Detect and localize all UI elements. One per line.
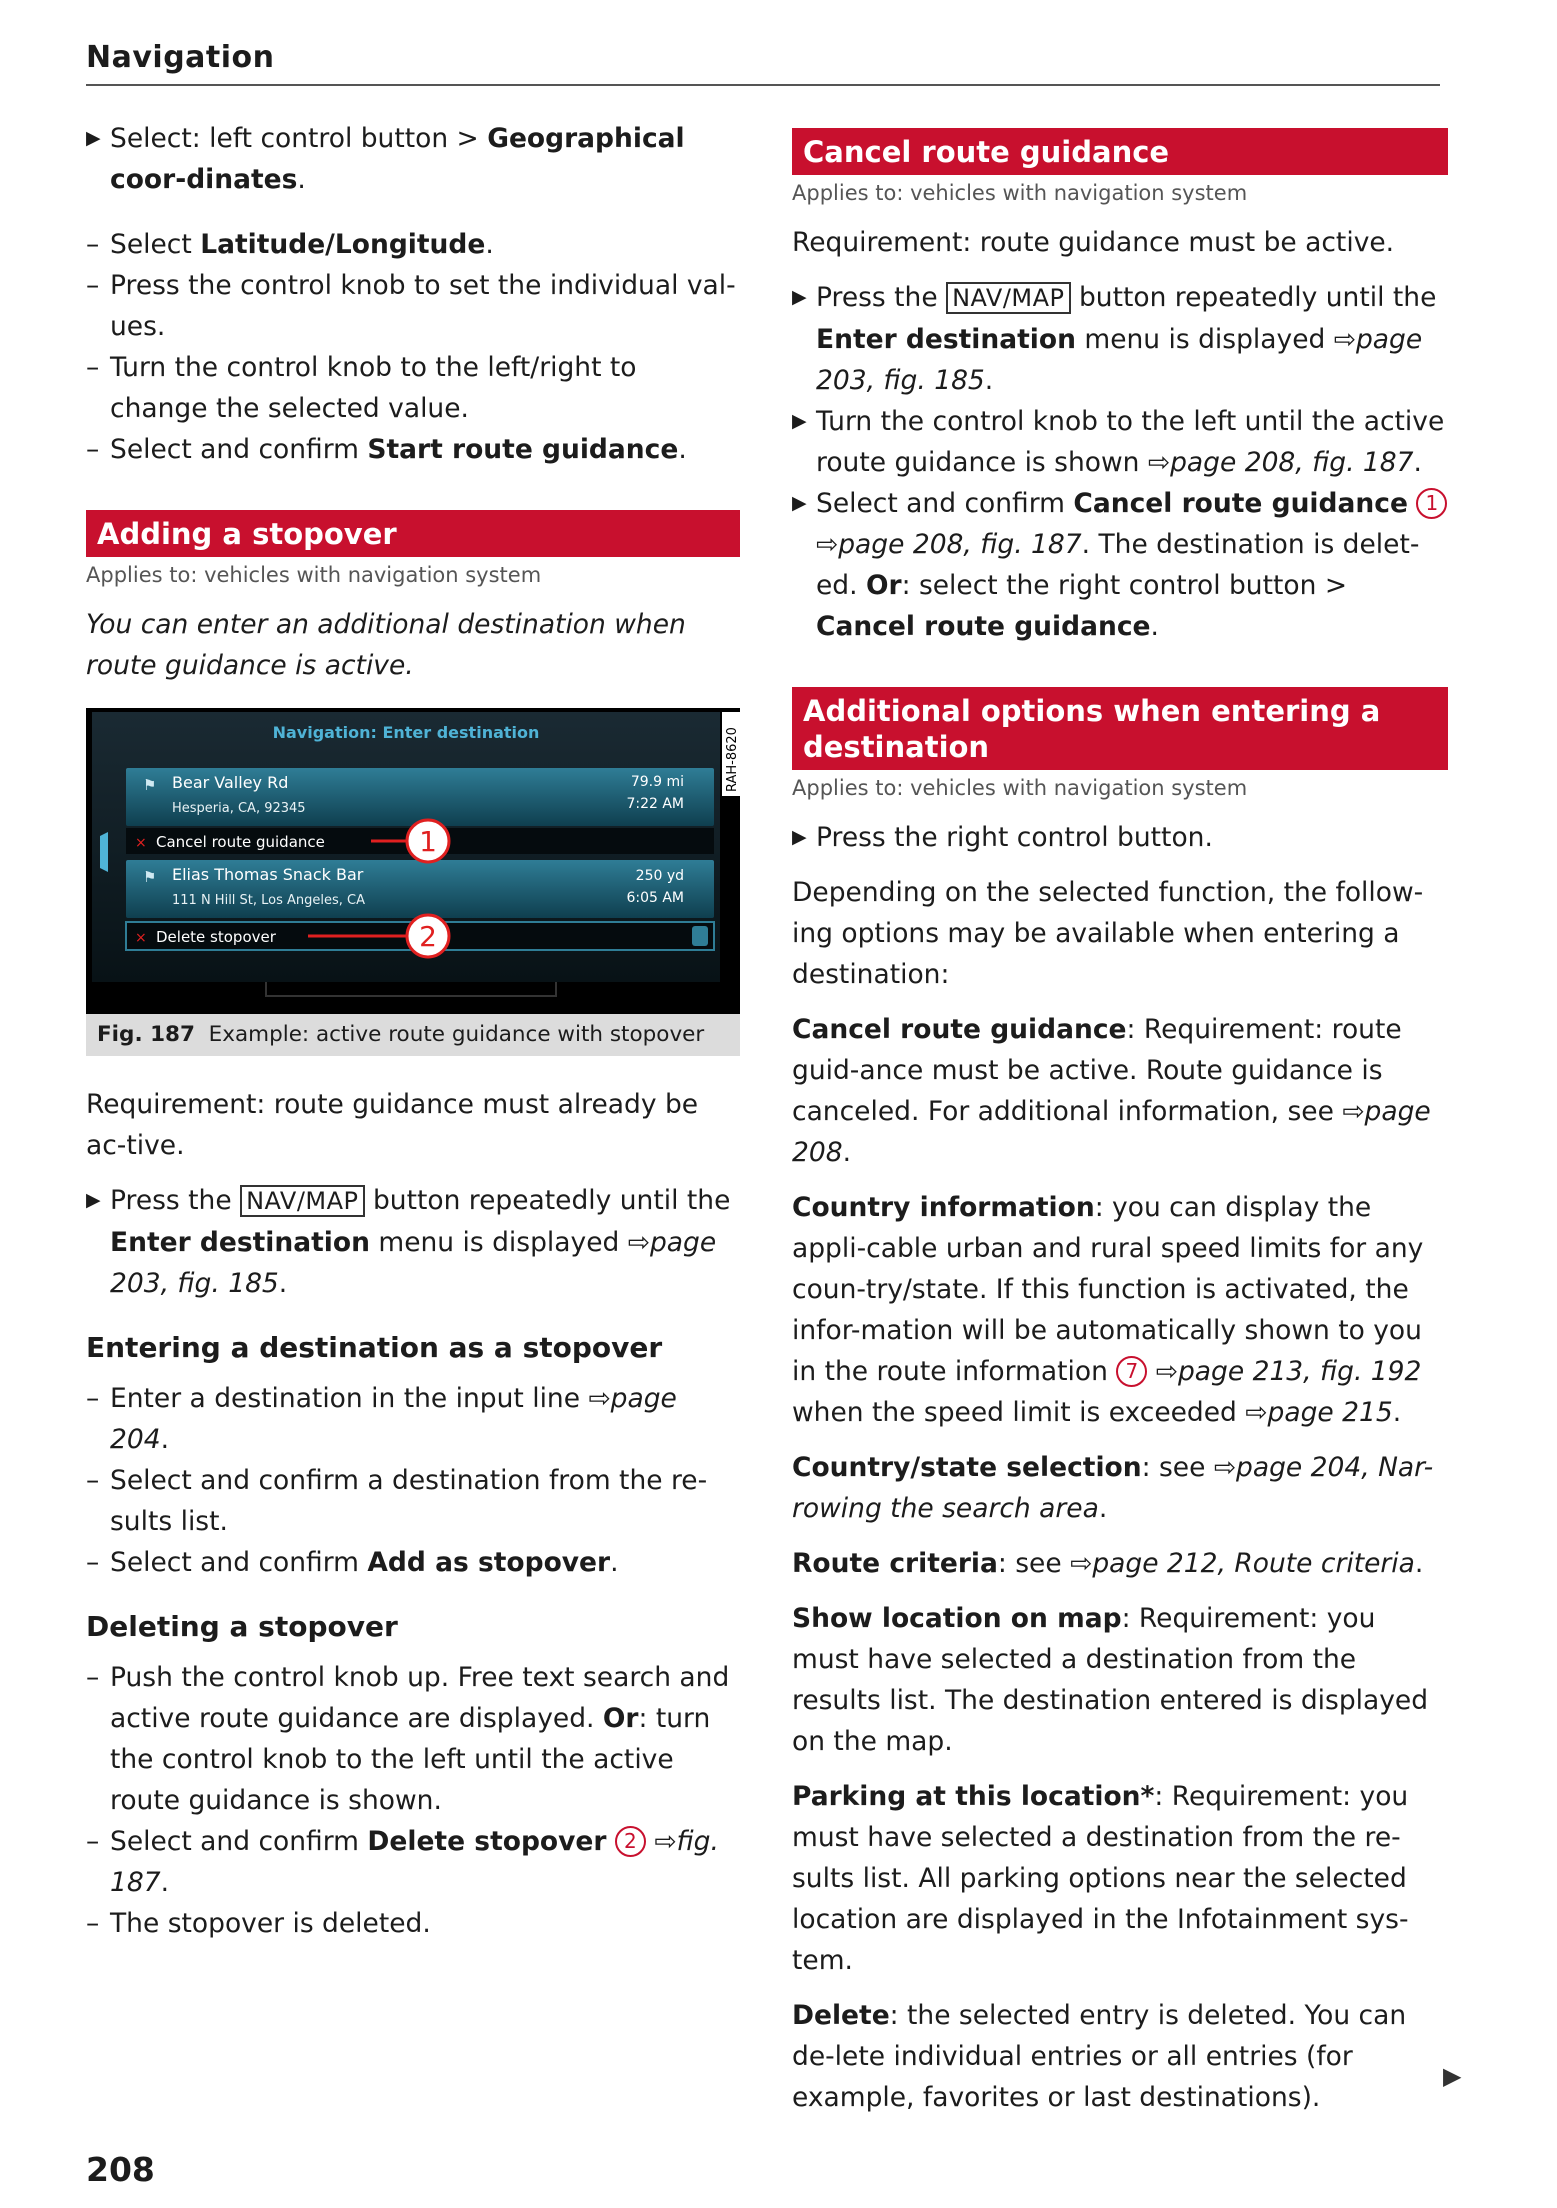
section-title-adding-stopover: Adding a stopover <box>86 510 740 557</box>
section-title-cancel-route-guidance: Cancel route guidance <box>792 128 1448 175</box>
left-column <box>86 118 740 1944</box>
infotainment-screen-illustration <box>86 708 740 1014</box>
flag-icon: ⚑ <box>143 868 157 886</box>
callout-2-marker: 2 <box>615 1826 646 1857</box>
option-parking-at-this-location: Parking at this location*: Requirement: you must have selected a destination from the re-sults list. All parking options near the selected location are displayed in the Infotainment sys-tem. <box>792 1781 1409 1976</box>
nav-map-key: NAV/MAP <box>946 282 1070 314</box>
step-item: – Press the control knob to set the individual val-ues. <box>86 270 736 342</box>
page-ref-arrow-icon: ⇨ <box>654 1826 677 1857</box>
applies-note: Applies to: vehicles with navigation system <box>792 776 1248 800</box>
x-icon: × <box>135 835 147 851</box>
entry-2-name: Elias Thomas Snack Bar <box>172 865 364 884</box>
entry-2-address: 111 N Hill St, Los Angeles, CA <box>172 893 366 908</box>
option-delete: Delete: the selected entry is deleted. You can de-lete individual entries or all entries (for example, favorites or last destinations). <box>792 2000 1407 2113</box>
page-ref-arrow-icon: ⇨ <box>816 529 839 560</box>
option-route-criteria: Route criteria: see ⇨page 212, Route criteria. <box>792 1548 1424 1579</box>
step-item: – The stopover is deleted. <box>86 1908 431 1939</box>
callout-2-label: 2 <box>419 920 437 953</box>
step-item: – Turn the control knob to the left/right to change the selected value. <box>86 352 637 424</box>
entry-1-address: Hesperia, CA, 92345 <box>172 801 306 816</box>
callout-7-marker: 7 <box>1116 1356 1147 1387</box>
right-column <box>792 128 1448 2118</box>
page-ref-arrow-icon: ⇨ <box>1213 1452 1237 1483</box>
entry-1-name: Bear Valley Rd <box>172 773 289 792</box>
step-item: – Select and confirm Start route guidance. <box>86 434 687 465</box>
entry-2-distance: 250 yd <box>635 868 684 884</box>
nav-map-key: NAV/MAP <box>240 1185 364 1217</box>
callout-1-marker: 1 <box>1416 488 1447 519</box>
step-item: – Select and confirm a destination from the re-sults list. <box>86 1465 708 1537</box>
cancel-step-2: ▶ Turn the control knob to the left until the active route guidance is shown ⇨page 208, fig. 187. <box>792 401 1448 483</box>
options-step: ▶ Press the right control button. <box>792 817 1448 858</box>
page-ref-arrow-icon: ⇨ <box>1147 447 1171 478</box>
option-country-information: Country information: you can display the appli-cable urban and rural speed limits for any coun-try/state. If this function is activated, the infor-mation will be automatically shown to you in the route information 7 ⇨page 213, fig. 192 when the speed limit is exceeded ⇨page 215. <box>792 1192 1424 1428</box>
subheading-deleting-stopover: Deleting a stopover <box>86 1610 398 1643</box>
press-nav-map-step: ▶ Press the NAV/MAP button repeatedly until the Enter destination menu is displayed ⇨page 203, fig. 185. <box>86 1180 740 1304</box>
page-ref-arrow-icon: ⇨ <box>1342 1096 1365 1127</box>
cancel-step-1: ▶ Press the NAV/MAP button repeatedly until the Enter destination menu is displayed ⇨page 203, fig. 185. <box>792 277 1448 401</box>
entry-1-distance: 79.9 mi <box>630 774 684 790</box>
step-item: – Enter a destination in the input line ⇨page 204. <box>86 1383 677 1455</box>
delete-stopover-label: Delete stopover <box>156 928 276 946</box>
page-ref-arrow-icon: ⇨ <box>627 1227 650 1258</box>
option-show-location-on-map: Show location on map: Requirement: you must have selected a destination from the results list. The destination entered is displayed on the map. <box>792 1603 1429 1757</box>
bullet-triangle-icon: ▶ <box>792 410 807 432</box>
bullet-triangle-icon: ▶ <box>792 492 807 514</box>
figure-187 <box>86 708 740 1014</box>
section-intro: You can enter an additional destination when route guidance is active. <box>86 609 686 681</box>
page-ref-arrow-icon: ⇨ <box>1155 1356 1178 1387</box>
screen-header: Navigation: Enter destination <box>272 723 540 742</box>
bullet-triangle-icon: ▶ <box>792 286 807 308</box>
applies-note: Applies to: vehicles with navigation system <box>792 181 1248 205</box>
section-title-additional-options: Additional options when entering a destination <box>792 687 1448 770</box>
option-cancel-route-guidance: Cancel route guidance: Requirement: route guid-ance must be active. Route guidance is canceled. For additional information, see ⇨page 208. <box>792 1014 1431 1168</box>
step-item: – Select and confirm Delete stopover 2 ⇨fig. 187. <box>86 1826 719 1898</box>
page-ref-arrow-icon: ⇨ <box>1070 1548 1093 1579</box>
cancel-route-guidance-label: Cancel route guidance <box>156 833 325 851</box>
step-item: – Select Latitude/Longitude. <box>86 229 494 260</box>
figure-caption: Fig. 187 Example: active route guidance with stopover <box>86 1014 740 1056</box>
step-item: – Push the control knob up. Free text search and active route guidance are displayed. Or: turn the control knob to the left until the active route guidance is shown. <box>86 1662 730 1816</box>
bullet-triangle-icon: ▶ <box>86 127 101 149</box>
continue-arrow-icon: ▶ <box>1443 2062 1462 2090</box>
entry-2-time: 6:05 AM <box>626 890 684 906</box>
step-item: – Select and confirm Add as stopover. <box>86 1547 619 1578</box>
header-rule <box>86 84 1440 86</box>
requirement-text: Requirement: route guidance must be active. <box>792 227 1395 258</box>
page-header-title: Navigation <box>86 40 275 75</box>
page-number: 208 <box>86 2150 155 2189</box>
subheading-entering-stopover: Entering a destination as a stopover <box>86 1331 663 1364</box>
bullet-triangle-icon: ▶ <box>792 826 807 848</box>
entry-1-time: 7:22 AM <box>626 796 684 812</box>
intro-step: ▶ Select: left control button > Geographical coor-dinates. <box>86 118 740 200</box>
page-ref-arrow-icon: ⇨ <box>588 1383 611 1414</box>
options-intro: Depending on the selected function, the follow-ing options may be available when entering a destination: <box>792 877 1424 990</box>
page-ref-arrow-icon: ⇨ <box>1245 1397 1268 1428</box>
requirement-text: Requirement: route guidance must already be ac-tive. <box>86 1089 699 1161</box>
callout-1-label: 1 <box>419 825 437 858</box>
figure-code: RAH-8620 <box>725 727 740 792</box>
flag-icon: ⚑ <box>143 776 157 794</box>
page-ref-arrow-icon: ⇨ <box>1333 324 1356 355</box>
x-icon: × <box>135 930 147 946</box>
cancel-step-3: ▶ Select and confirm Cancel route guidance 1 ⇨page 208, fig. 187. The destination is delet-ed. Or: select the right control button > Cancel route guidance. <box>792 483 1448 647</box>
bullet-triangle-icon: ▶ <box>86 1189 101 1211</box>
option-country-state-selection: Country/state selection: see ⇨page 204, Nar-rowing the search area. <box>792 1452 1434 1524</box>
applies-note: Applies to: vehicles with navigation system <box>86 563 542 587</box>
